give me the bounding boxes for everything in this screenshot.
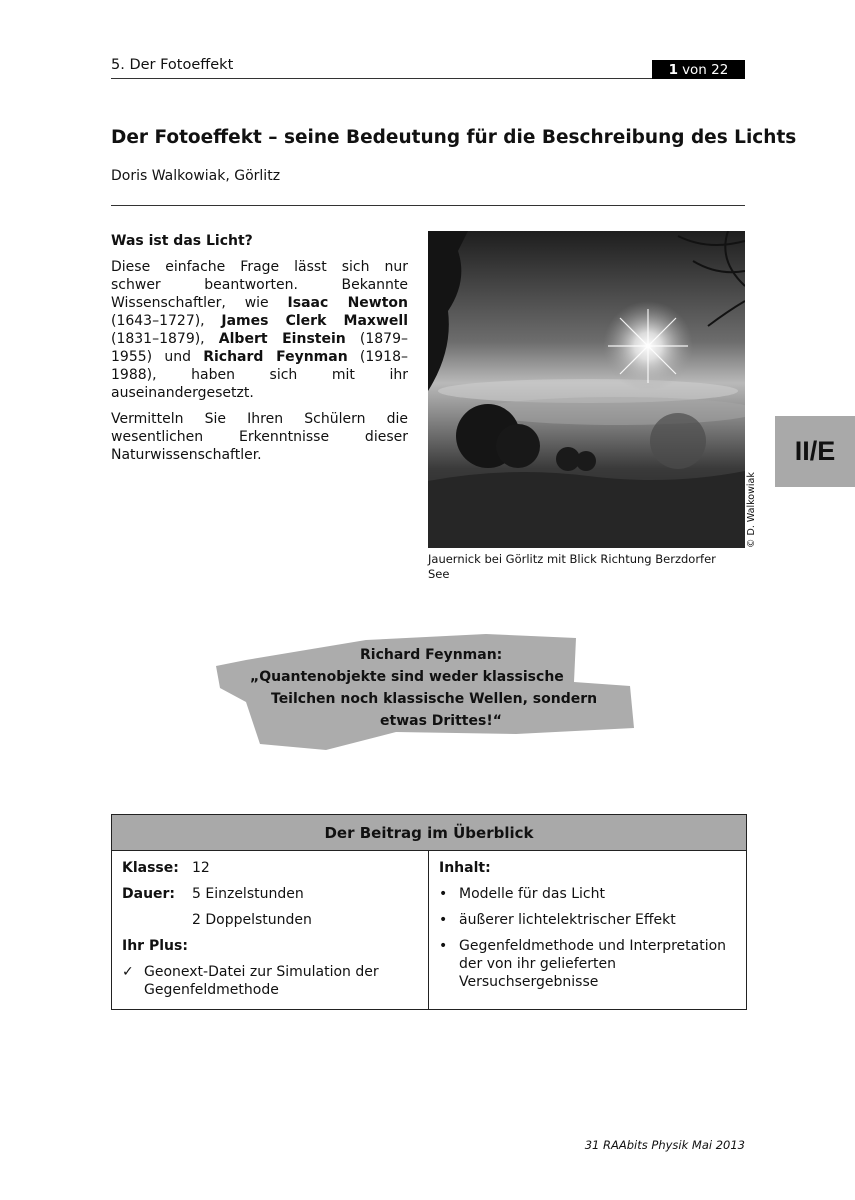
plus-label: Ihr Plus: bbox=[122, 938, 188, 954]
chapter-tab: II/E bbox=[775, 416, 855, 487]
check-icon: ✓ bbox=[122, 964, 134, 980]
plus-item-text: Geonext-Datei zur Simulation der Gegenfeldmethode bbox=[144, 964, 379, 998]
inhalt-label: Inhalt: bbox=[439, 860, 491, 876]
dauer-value-1: 5 Einzelstunden bbox=[192, 886, 304, 902]
intro-paragraph-1: Diese einfache Frage lässt sich nur schwer beantworten. Bekannte Wissenschaftler, wie Isaac Newton (1643–1727), James Clerk Maxwell (1831–1879), Albert Einstein (1879–1955) und Richard Feynman (1918–1988), haben sich mit ihr auseinandergesetzt. bbox=[111, 259, 408, 401]
quote-line: Teilchen noch klassische Wellen, sondern bbox=[271, 691, 598, 707]
photo-credit: © D. Walkowiak bbox=[746, 472, 757, 548]
list-item: • äußerer lichtelektrischer Effekt bbox=[439, 912, 676, 928]
list-item: • Gegenfeldmethode und Interpretation der von ihr gelieferten Versuchsergebnisse bbox=[439, 938, 727, 990]
header-rule bbox=[111, 78, 745, 79]
klasse-label: Klasse: bbox=[122, 860, 179, 876]
page-indicator bbox=[652, 60, 745, 79]
bullet-icon: • bbox=[439, 912, 448, 928]
overview-table bbox=[111, 814, 747, 1010]
name-maxwell: James Clerk Maxwell bbox=[221, 313, 408, 329]
page-current: 1 bbox=[668, 61, 679, 78]
footer-text: 31 RAAbits Physik Mai 2013 bbox=[584, 1138, 745, 1152]
landscape-photo bbox=[428, 231, 745, 548]
author: Doris Walkowiak, Görlitz bbox=[111, 168, 281, 184]
bullet-icon: • bbox=[439, 938, 448, 954]
quote-block bbox=[230, 644, 620, 732]
intro-heading: Was ist das Licht? bbox=[111, 233, 253, 249]
page-title: Der Fotoeffekt – seine Bedeutung für die Beschreibung des Lichts bbox=[111, 127, 797, 148]
overview-right-column bbox=[429, 851, 746, 1009]
quote-line: „Quantenobjekte sind weder klassische bbox=[250, 669, 564, 685]
title-rule bbox=[111, 205, 745, 206]
intro-section bbox=[111, 232, 408, 472]
name-newton: Isaac Newton bbox=[287, 295, 408, 311]
plus-item bbox=[122, 963, 418, 999]
dauer-value-2: 2 Doppelstunden bbox=[192, 912, 312, 928]
intro-paragraph-2: Vermitteln Sie Ihren Schülern die wesentlichen Erkenntnisse dieser Naturwissenschaftler. bbox=[111, 411, 408, 463]
overview-left-column bbox=[112, 851, 429, 1009]
name-feynman: Richard Feynman bbox=[203, 349, 348, 365]
quote-line: etwas Drittes!“ bbox=[380, 713, 502, 729]
name-einstein: Albert Einstein bbox=[218, 331, 346, 347]
klasse-value: 12 bbox=[192, 860, 210, 876]
list-item: • Modelle für das Licht bbox=[439, 886, 605, 902]
dauer-label: Dauer: bbox=[122, 886, 176, 902]
photo-caption: Jauernick bei Görlitz mit Blick Richtung Berzdorfer See bbox=[428, 552, 716, 581]
page-total: von 22 bbox=[682, 61, 729, 78]
quote-author: Richard Feynman: bbox=[360, 647, 503, 663]
overview-title: Der Beitrag im Überblick bbox=[112, 815, 746, 851]
section-label: 5. Der Fotoeffekt bbox=[111, 57, 234, 73]
bullet-icon: • bbox=[439, 886, 448, 902]
